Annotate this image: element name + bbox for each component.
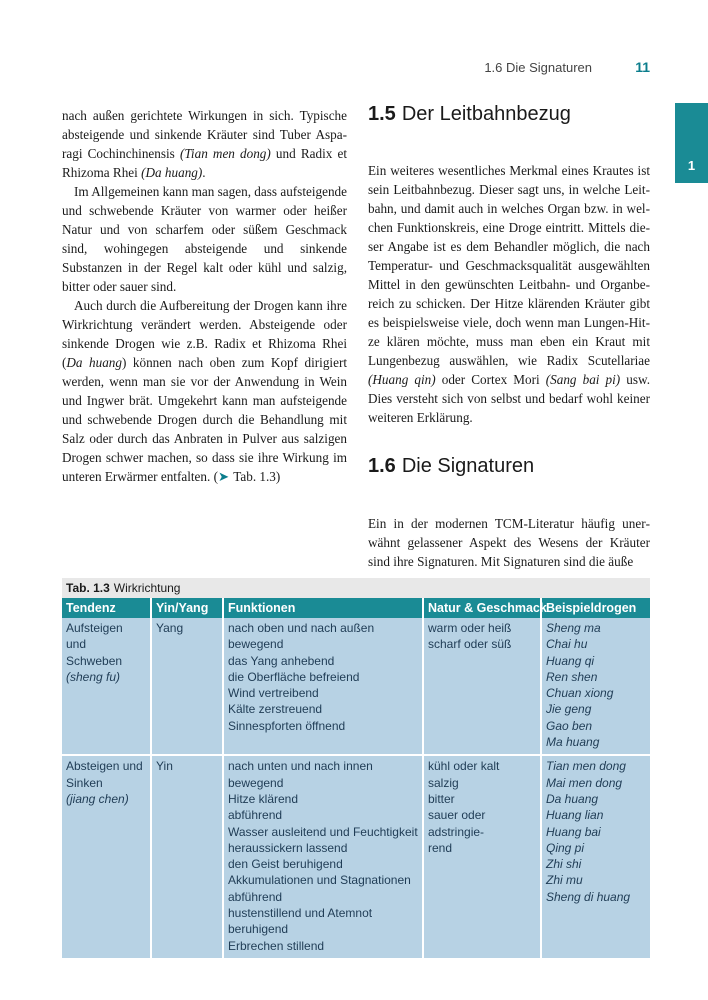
section-1-5-text: Ein weiteres wesentliches Merkmal eines Krautes ist sein Leitbahnbezug. Dieser sagt uns, in welche Leitbahn, und damit auch in welches Organ bzw. in welchen Funktionskreis, eine Droge eintritt. Mittels dieser Angabe ist es dem Behandler möglich, die nach Temperatur- und Geschmacksqualität ausgewählten Mittel in den gewünschten Leitbahn- und Organbereich zu schicken. Der Hitze klärenden Kräuter gibt es beispielsweise viele, doch wenn man Lungen-Hitze klären möchte, muss man eben ein Kraut mit Lungenbezug auswählen, wie Radix Scutellariae (Huang qin) oder Cortex Mori (Sang bai pi) usw. Dies versteht sich von selbst und bedarf wohl keiner weiteren Erklärung. xyxy=(368,163,650,425)
header-tendenz: Tendenz xyxy=(62,598,151,618)
cell-natur-geschmack: warm oder heiß scharf oder süß xyxy=(423,618,541,755)
cell-funktionen: nach unten und nach innen bewegend Hitze klärend abführend Wasser ausleitend und Feuchtigkeit heraussickern lassend den Geist beruhigend Akkumulationen und Stagnationen abführend hustenstillend und Atemnot beruhigend Erbrechen stillend xyxy=(223,755,423,958)
table-row xyxy=(62,755,650,958)
section-1-6-text: Ein in der modernen TCM-Literatur häufig unerwähnt gelassener Aspekt des Wesens der Kräuter sind ihre Signaturen. Mit Signaturen sind die äuße xyxy=(368,516,650,569)
table-reference-link[interactable]: Tab. 1.3) xyxy=(233,469,281,484)
paragraph-3: Auch durch die Aufbereitung der Drogen kann ihre Wirkrichtung verändert werden. Absteigende oder sinkende Drogen wie z.B. Radix et Rhizoma Rhei (Da huang) können nach oben zum Kopf dirigiert werden, wenn man sie vor der Anwendung in Wein und Ingwer brät. Umgekehrt kann man aufsteigende und schwebende Drogen durch die Behandlung mit Salz oder durch das Anbraten in Pulver aus salzigen Drogen schwer machen, so dass sie ihre Wirkung im unteren Erwärmer entfalten. (➤ Tab. 1.3) xyxy=(62,298,348,485)
table-row xyxy=(62,618,650,755)
cell-beispieldrogen: Tian men dong Mai men dong Da huang Huang lian Huang bai Qing pi Zhi shi Zhi mu Sheng di huang xyxy=(541,755,650,958)
cell-yin-yang: Yang xyxy=(151,618,223,755)
cross-reference-arrow-icon: ➤ xyxy=(217,470,234,485)
cell-natur-geschmack: kühl oder kalt salzig bitter sauer oder adstringie- rend xyxy=(423,755,541,958)
chapter-thumb-tab xyxy=(675,103,708,183)
cell-beispieldrogen: Sheng ma Chai hu Huang qi Ren shen Chuan xiong Jie geng Gao ben Ma huang xyxy=(541,618,650,755)
running-head: 1.6 Die Signaturen xyxy=(484,60,592,75)
header-beispieldrogen: Beispieldrogen xyxy=(541,598,650,618)
running-header xyxy=(470,60,650,80)
chapter-number: 1 xyxy=(687,158,696,173)
cell-tendenz: Absteigen und Sinken (jiang chen) xyxy=(62,755,151,958)
paragraph-2: Im Allgemeinen kann man sagen, dass aufsteigende und schwebende Kräuter von warmer oder heißer Natur und von scharfem oder süßem Geschmack sind, wohingegen absteigende und sinkende Substanzen in der Regel kalt oder kühl und salzig, bitter oder sauer sind. xyxy=(62,184,347,294)
page-number: 11 xyxy=(635,59,650,75)
paragraph-1: nach außen gerichtete Wirkungen in sich. Typische absteigende und sinkende Kräuter sind Tuber Asparagi Cochinchinensis (Tian men dong) und Radix et Rhizoma Rhei (Da huang). xyxy=(62,108,347,180)
header-yin-yang: Yin/Yang xyxy=(151,598,223,618)
cell-funktionen: nach oben und nach außen bewegend das Yang anhebend die Oberfläche befreiend Wind vertreibend Kälte zerstreuend Sinnespforten öffnend xyxy=(223,618,423,755)
cell-yin-yang: Yin xyxy=(151,755,223,958)
table-header-row xyxy=(62,598,650,618)
header-funktionen: Funktionen xyxy=(223,598,423,618)
section-heading-1-5: 1.5 Der Leitbahnbezug xyxy=(368,103,571,125)
section-heading-1-6: 1.6 Die Signaturen xyxy=(368,455,535,477)
left-column xyxy=(62,106,347,487)
header-natur-geschmack: Natur & Geschmack xyxy=(423,598,541,618)
cell-tendenz: Aufsteigen und Schweben (sheng fu) xyxy=(62,618,151,755)
table-wirkrichtung xyxy=(62,578,650,958)
table-caption: Tab. 1.3 Wirkrichtung xyxy=(62,578,650,598)
